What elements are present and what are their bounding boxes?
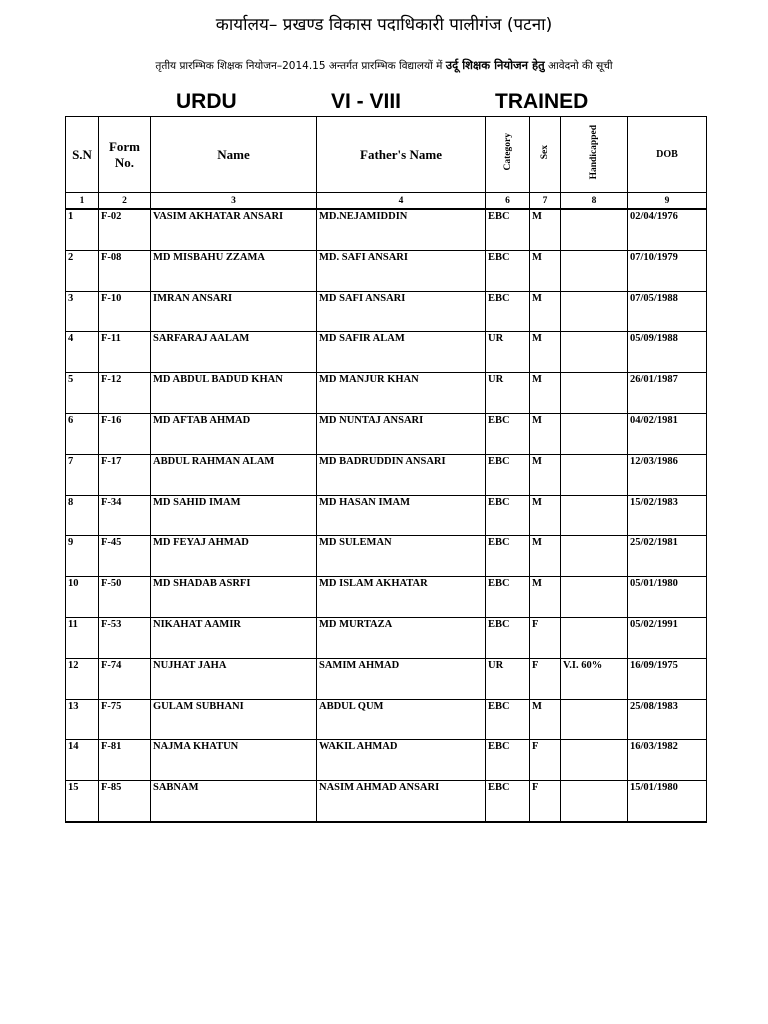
cell-name: GULAM SUBHANI <box>151 699 317 740</box>
table-row <box>66 658 707 699</box>
cell-category: EBC <box>486 617 530 658</box>
cell-handicapped: V.I. 60% <box>561 658 628 699</box>
cell-category: EBC <box>486 454 530 495</box>
cell-handicapped <box>561 740 628 781</box>
column-number: 8 <box>561 193 628 210</box>
cell-sn: 13 <box>66 699 99 740</box>
cell-name: NAJMA KHATUN <box>151 740 317 781</box>
cell-category: UR <box>486 332 530 373</box>
cell-father-name: NASIM AHMAD ANSARI <box>317 781 486 822</box>
cell-sex: F <box>530 617 561 658</box>
cell-father-name: MD MANJUR KHAN <box>317 373 486 414</box>
cell-name: NUJHAT JAHA <box>151 658 317 699</box>
subtitle-prefix: तृतीय प्रारम्भिक शिक्षक नियोजन–2014.15 अन्तर्गत प्रारम्भिक विद्यालयों में <box>155 60 443 72</box>
cell-sn: 3 <box>66 291 99 332</box>
cell-form-no: F-85 <box>99 781 151 822</box>
cell-form-no: F-75 <box>99 699 151 740</box>
cell-dob: 16/09/1975 <box>628 658 707 699</box>
cell-father-name: MD HASAN IMAM <box>317 495 486 536</box>
cell-name: MD MISBAHU ZZAMA <box>151 250 317 291</box>
cell-handicapped <box>561 617 628 658</box>
cell-dob: 26/01/1987 <box>628 373 707 414</box>
cell-sn: 11 <box>66 617 99 658</box>
cell-sex: M <box>530 373 561 414</box>
column-number: 3 <box>151 193 317 210</box>
cell-sex: M <box>530 495 561 536</box>
cell-category: EBC <box>486 577 530 618</box>
cell-father-name: MD NUNTAJ ANSARI <box>317 413 486 454</box>
cell-handicapped <box>561 413 628 454</box>
cell-sn: 4 <box>66 332 99 373</box>
cell-sn: 1 <box>66 209 99 250</box>
subtitle-suffix: आवेदनो की सूची <box>548 60 613 72</box>
cell-name: NIKAHAT AAMIR <box>151 617 317 658</box>
cell-sn: 8 <box>66 495 99 536</box>
cell-handicapped <box>561 454 628 495</box>
cell-sex: M <box>530 413 561 454</box>
cell-sex: M <box>530 536 561 577</box>
cell-handicapped <box>561 781 628 822</box>
table-row <box>66 495 707 536</box>
table-row <box>66 699 707 740</box>
cell-sex: F <box>530 781 561 822</box>
cell-form-no: F-08 <box>99 250 151 291</box>
cell-dob: 25/02/1981 <box>628 536 707 577</box>
cell-name: ABDUL RAHMAN ALAM <box>151 454 317 495</box>
col-header-dob: DOB <box>628 117 707 193</box>
subject-label: URDU <box>176 90 237 113</box>
cell-father-name: SAMIM AHMAD <box>317 658 486 699</box>
cell-father-name: MD SAFI ANSARI <box>317 291 486 332</box>
cell-category: UR <box>486 658 530 699</box>
table-row <box>66 291 707 332</box>
table-row <box>66 740 707 781</box>
cell-name: IMRAN ANSARI <box>151 291 317 332</box>
table-row <box>66 454 707 495</box>
cell-father-name: ABDUL QUM <box>317 699 486 740</box>
cell-category: EBC <box>486 781 530 822</box>
cell-father-name: MD BADRUDDIN ANSARI <box>317 454 486 495</box>
col-header-sex-text: Sex <box>540 144 550 160</box>
cell-handicapped <box>561 373 628 414</box>
cell-handicapped <box>561 291 628 332</box>
cell-sex: M <box>530 699 561 740</box>
cell-father-name: MD SULEMAN <box>317 536 486 577</box>
cell-category: UR <box>486 373 530 414</box>
cell-form-no: F-53 <box>99 617 151 658</box>
table-row <box>66 617 707 658</box>
cell-form-no: F-50 <box>99 577 151 618</box>
cell-dob: 15/02/1983 <box>628 495 707 536</box>
cell-sex: M <box>530 577 561 618</box>
cell-name: MD SAHID IMAM <box>151 495 317 536</box>
cell-dob: 25/08/1983 <box>628 699 707 740</box>
cell-name: MD SHADAB ASRFI <box>151 577 317 618</box>
column-number: 4 <box>317 193 486 210</box>
cell-form-no: F-74 <box>99 658 151 699</box>
column-number: 9 <box>628 193 707 210</box>
cell-sn: 10 <box>66 577 99 618</box>
cell-category: EBC <box>486 209 530 250</box>
cell-form-no: F-45 <box>99 536 151 577</box>
table-header-row <box>66 117 707 193</box>
table-row <box>66 413 707 454</box>
cell-handicapped <box>561 250 628 291</box>
cell-form-no: F-02 <box>99 209 151 250</box>
cell-dob: 07/05/1988 <box>628 291 707 332</box>
column-number: 2 <box>99 193 151 210</box>
cell-form-no: F-81 <box>99 740 151 781</box>
cell-sex: F <box>530 658 561 699</box>
col-header-sn: S.N <box>66 117 99 193</box>
cell-form-no: F-34 <box>99 495 151 536</box>
cell-dob: 05/09/1988 <box>628 332 707 373</box>
cell-sex: F <box>530 740 561 781</box>
col-header-form-no: Form No. <box>99 117 151 193</box>
cell-name: VASIM AKHATAR ANSARI <box>151 209 317 250</box>
cell-father-name: WAKIL AHMAD <box>317 740 486 781</box>
col-header-father-name: Father's Name <box>317 117 486 193</box>
list-subtitle <box>0 58 768 73</box>
cell-father-name: MD MURTAZA <box>317 617 486 658</box>
col-header-handicapped-text: Handicapped <box>589 124 599 180</box>
cell-handicapped <box>561 699 628 740</box>
classes-label: VI - VIII <box>331 90 402 113</box>
table-row <box>66 781 707 822</box>
cell-name: MD AFTAB AHMAD <box>151 413 317 454</box>
office-title: कार्यालय– प्रखण्ड विकास पदाधिकारी पालीगंज (पटना) <box>215 15 553 35</box>
cell-sn: 6 <box>66 413 99 454</box>
cell-name: SABNAM <box>151 781 317 822</box>
subtitle-emphasis: उर्दू शिक्षक नियोजन हेतु <box>445 58 545 72</box>
cell-form-no: F-11 <box>99 332 151 373</box>
cell-category: EBC <box>486 740 530 781</box>
cell-dob: 05/02/1991 <box>628 617 707 658</box>
category-label: TRAINED <box>495 90 589 113</box>
cell-dob: 07/10/1979 <box>628 250 707 291</box>
cell-category: EBC <box>486 291 530 332</box>
cell-dob: 16/03/1982 <box>628 740 707 781</box>
cell-dob: 05/01/1980 <box>628 577 707 618</box>
cell-dob: 04/02/1981 <box>628 413 707 454</box>
cell-handicapped <box>561 536 628 577</box>
cell-category: EBC <box>486 250 530 291</box>
col-header-category <box>486 117 530 193</box>
cell-sex: M <box>530 332 561 373</box>
cell-form-no: F-12 <box>99 373 151 414</box>
cell-sn: 9 <box>66 536 99 577</box>
column-number-row <box>66 193 707 210</box>
column-number: 7 <box>530 193 561 210</box>
cell-handicapped <box>561 332 628 373</box>
cell-form-no: F-10 <box>99 291 151 332</box>
cell-sn: 14 <box>66 740 99 781</box>
cell-father-name: MD ISLAM AKHATAR <box>317 577 486 618</box>
column-number: 6 <box>486 193 530 210</box>
cell-sex: M <box>530 250 561 291</box>
cell-name: MD FEYAJ AHMAD <box>151 536 317 577</box>
cell-category: EBC <box>486 413 530 454</box>
cell-category: EBC <box>486 536 530 577</box>
col-header-name: Name <box>151 117 317 193</box>
column-number: 1 <box>66 193 99 210</box>
cell-father-name: MD SAFIR ALAM <box>317 332 486 373</box>
cell-father-name: MD.NEJAMIDDIN <box>317 209 486 250</box>
cell-dob: 15/01/1980 <box>628 781 707 822</box>
cell-name: MD ABDUL BADUD KHAN <box>151 373 317 414</box>
cell-category: EBC <box>486 495 530 536</box>
table-row <box>66 209 707 250</box>
cell-sn: 7 <box>66 454 99 495</box>
cell-sex: M <box>530 209 561 250</box>
cell-sex: M <box>530 291 561 332</box>
cell-form-no: F-16 <box>99 413 151 454</box>
col-header-handicapped <box>561 117 628 193</box>
table-row <box>66 536 707 577</box>
cell-sex: M <box>530 454 561 495</box>
cell-handicapped <box>561 209 628 250</box>
col-header-category-text: Category <box>502 133 513 171</box>
cell-sn: 12 <box>66 658 99 699</box>
cell-sn: 2 <box>66 250 99 291</box>
cell-sn: 5 <box>66 373 99 414</box>
cell-form-no: F-17 <box>99 454 151 495</box>
table-row <box>66 250 707 291</box>
table-row <box>66 332 707 373</box>
col-header-sex <box>530 117 561 193</box>
cell-category: EBC <box>486 699 530 740</box>
cell-handicapped <box>561 495 628 536</box>
cell-father-name: MD. SAFI ANSARI <box>317 250 486 291</box>
cell-name: SARFARAJ AALAM <box>151 332 317 373</box>
cell-sn: 15 <box>66 781 99 822</box>
applicants-table <box>65 116 707 823</box>
table-row <box>66 373 707 414</box>
cell-dob: 12/03/1986 <box>628 454 707 495</box>
table-row <box>66 577 707 618</box>
cell-dob: 02/04/1976 <box>628 209 707 250</box>
cell-handicapped <box>561 577 628 618</box>
